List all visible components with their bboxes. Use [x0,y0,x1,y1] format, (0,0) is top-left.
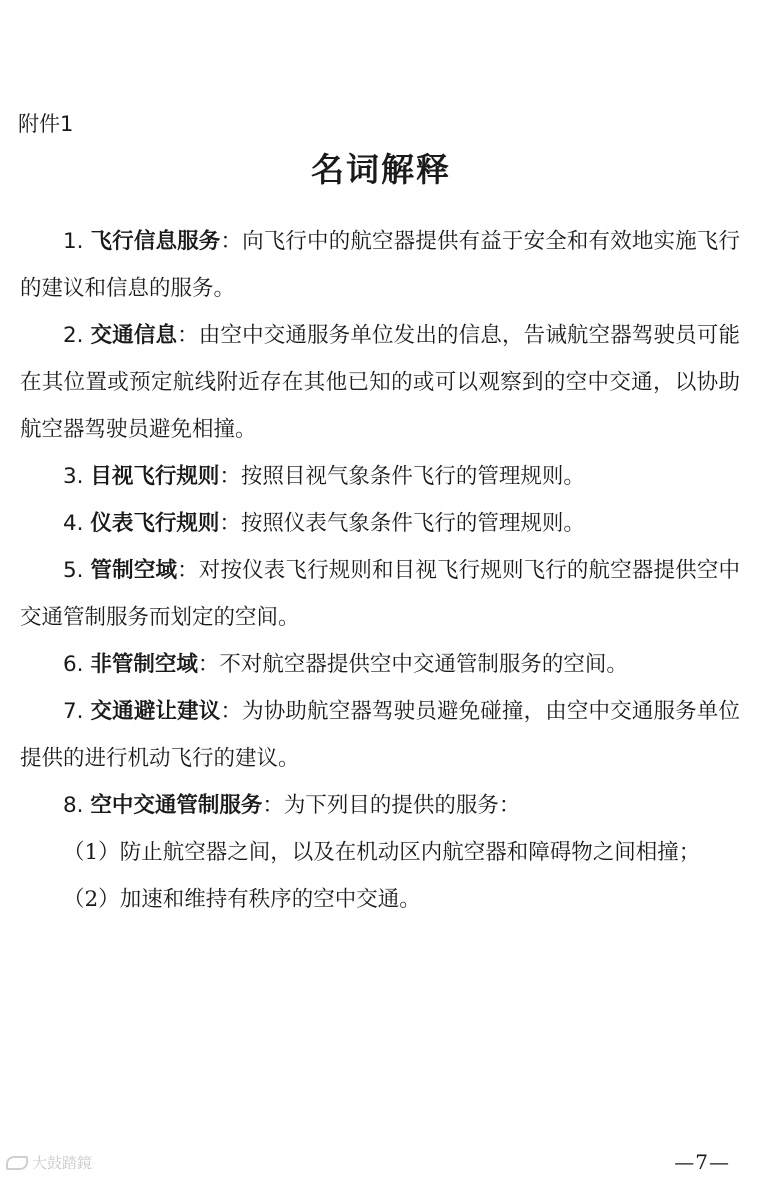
definition-number: 2. [63,323,84,348]
definition-term: 交通避让建议 [90,699,221,724]
definition-number: 8. [63,793,84,818]
definition-item [20,782,740,829]
sub-item [20,829,740,876]
definition-separator: ： [219,464,241,489]
definition-separator: ： [219,511,241,536]
definition-separator: ： [262,793,284,818]
sub-item [20,876,740,923]
definition-separator: ： [177,323,199,348]
definition-term: 目视飞行规则 [90,464,220,489]
definition-number: 5. [63,558,84,583]
watermark-logo-icon [6,1156,28,1170]
definition-number: 4. [63,511,84,536]
page-number: —7— [674,1150,730,1174]
definition-item [20,453,740,500]
definition-number: 6. [63,652,84,677]
sub-item-text: 防止航空器之间，以及在机动区内航空器和障碍物之间相撞； [119,840,701,865]
definition-text: 按照仪表气象条件飞行的管理规则。 [240,511,585,536]
definition-term: 飞行信息服务 [90,229,221,254]
sub-item-number: （2） [63,887,120,912]
definition-text: 对按仪表飞行规则和目视飞行规则飞行的航空器提供空中交通管制服务而划定的空间。 [20,558,740,630]
watermark-text: 大鼓踏鏡 [32,1154,93,1172]
definition-text: 为协助航空器驾驶员避免碰撞，由空中交通服务单位提供的进行机动飞行的建议。 [20,699,740,771]
definition-item [20,312,740,453]
definition-term: 非管制空域 [90,652,198,677]
definition-text: 向飞行中的航空器提供有益于安全和有效地实施飞行的建议和信息的服务。 [20,229,740,301]
definition-text: 不对航空器提供空中交通管制服务的空间。 [219,652,628,677]
definitions-body [20,218,740,923]
definition-separator: ： [197,652,220,677]
definition-item [20,641,740,688]
definition-text: 为下列目的提供的服务： [283,793,521,818]
definition-separator: ： [220,229,243,254]
watermark [6,1152,92,1173]
page-title: 名词解释 [311,150,451,189]
definition-separator: ： [220,699,243,724]
definition-item [20,547,740,641]
definition-number: 3. [63,464,84,489]
definition-number: 7. [63,699,84,724]
definition-separator: ： [177,558,199,583]
definition-item [20,500,740,547]
definition-number: 1. [63,229,84,254]
attachment-label: 附件1 [18,112,74,136]
definition-term: 仪表飞行规则 [90,511,220,536]
definition-item [20,688,740,782]
definition-text: 由空中交通服务单位发出的信息，告诫航空器驾驶员可能在其位置或预定航线附近存在其他已知的或可以观察到的空中交通，以协助航空器驾驶员避免相撞。 [20,323,740,442]
definition-term: 交通信息 [90,323,178,348]
definition-item [20,218,740,312]
sub-item-text: 加速和维持有秩序的空中交通。 [119,887,421,912]
definition-term: 管制空域 [90,558,178,583]
definition-text: 按照目视气象条件飞行的管理规则。 [240,464,585,489]
definition-term: 空中交通管制服务 [90,793,263,818]
sub-item-number: （1） [63,840,120,865]
